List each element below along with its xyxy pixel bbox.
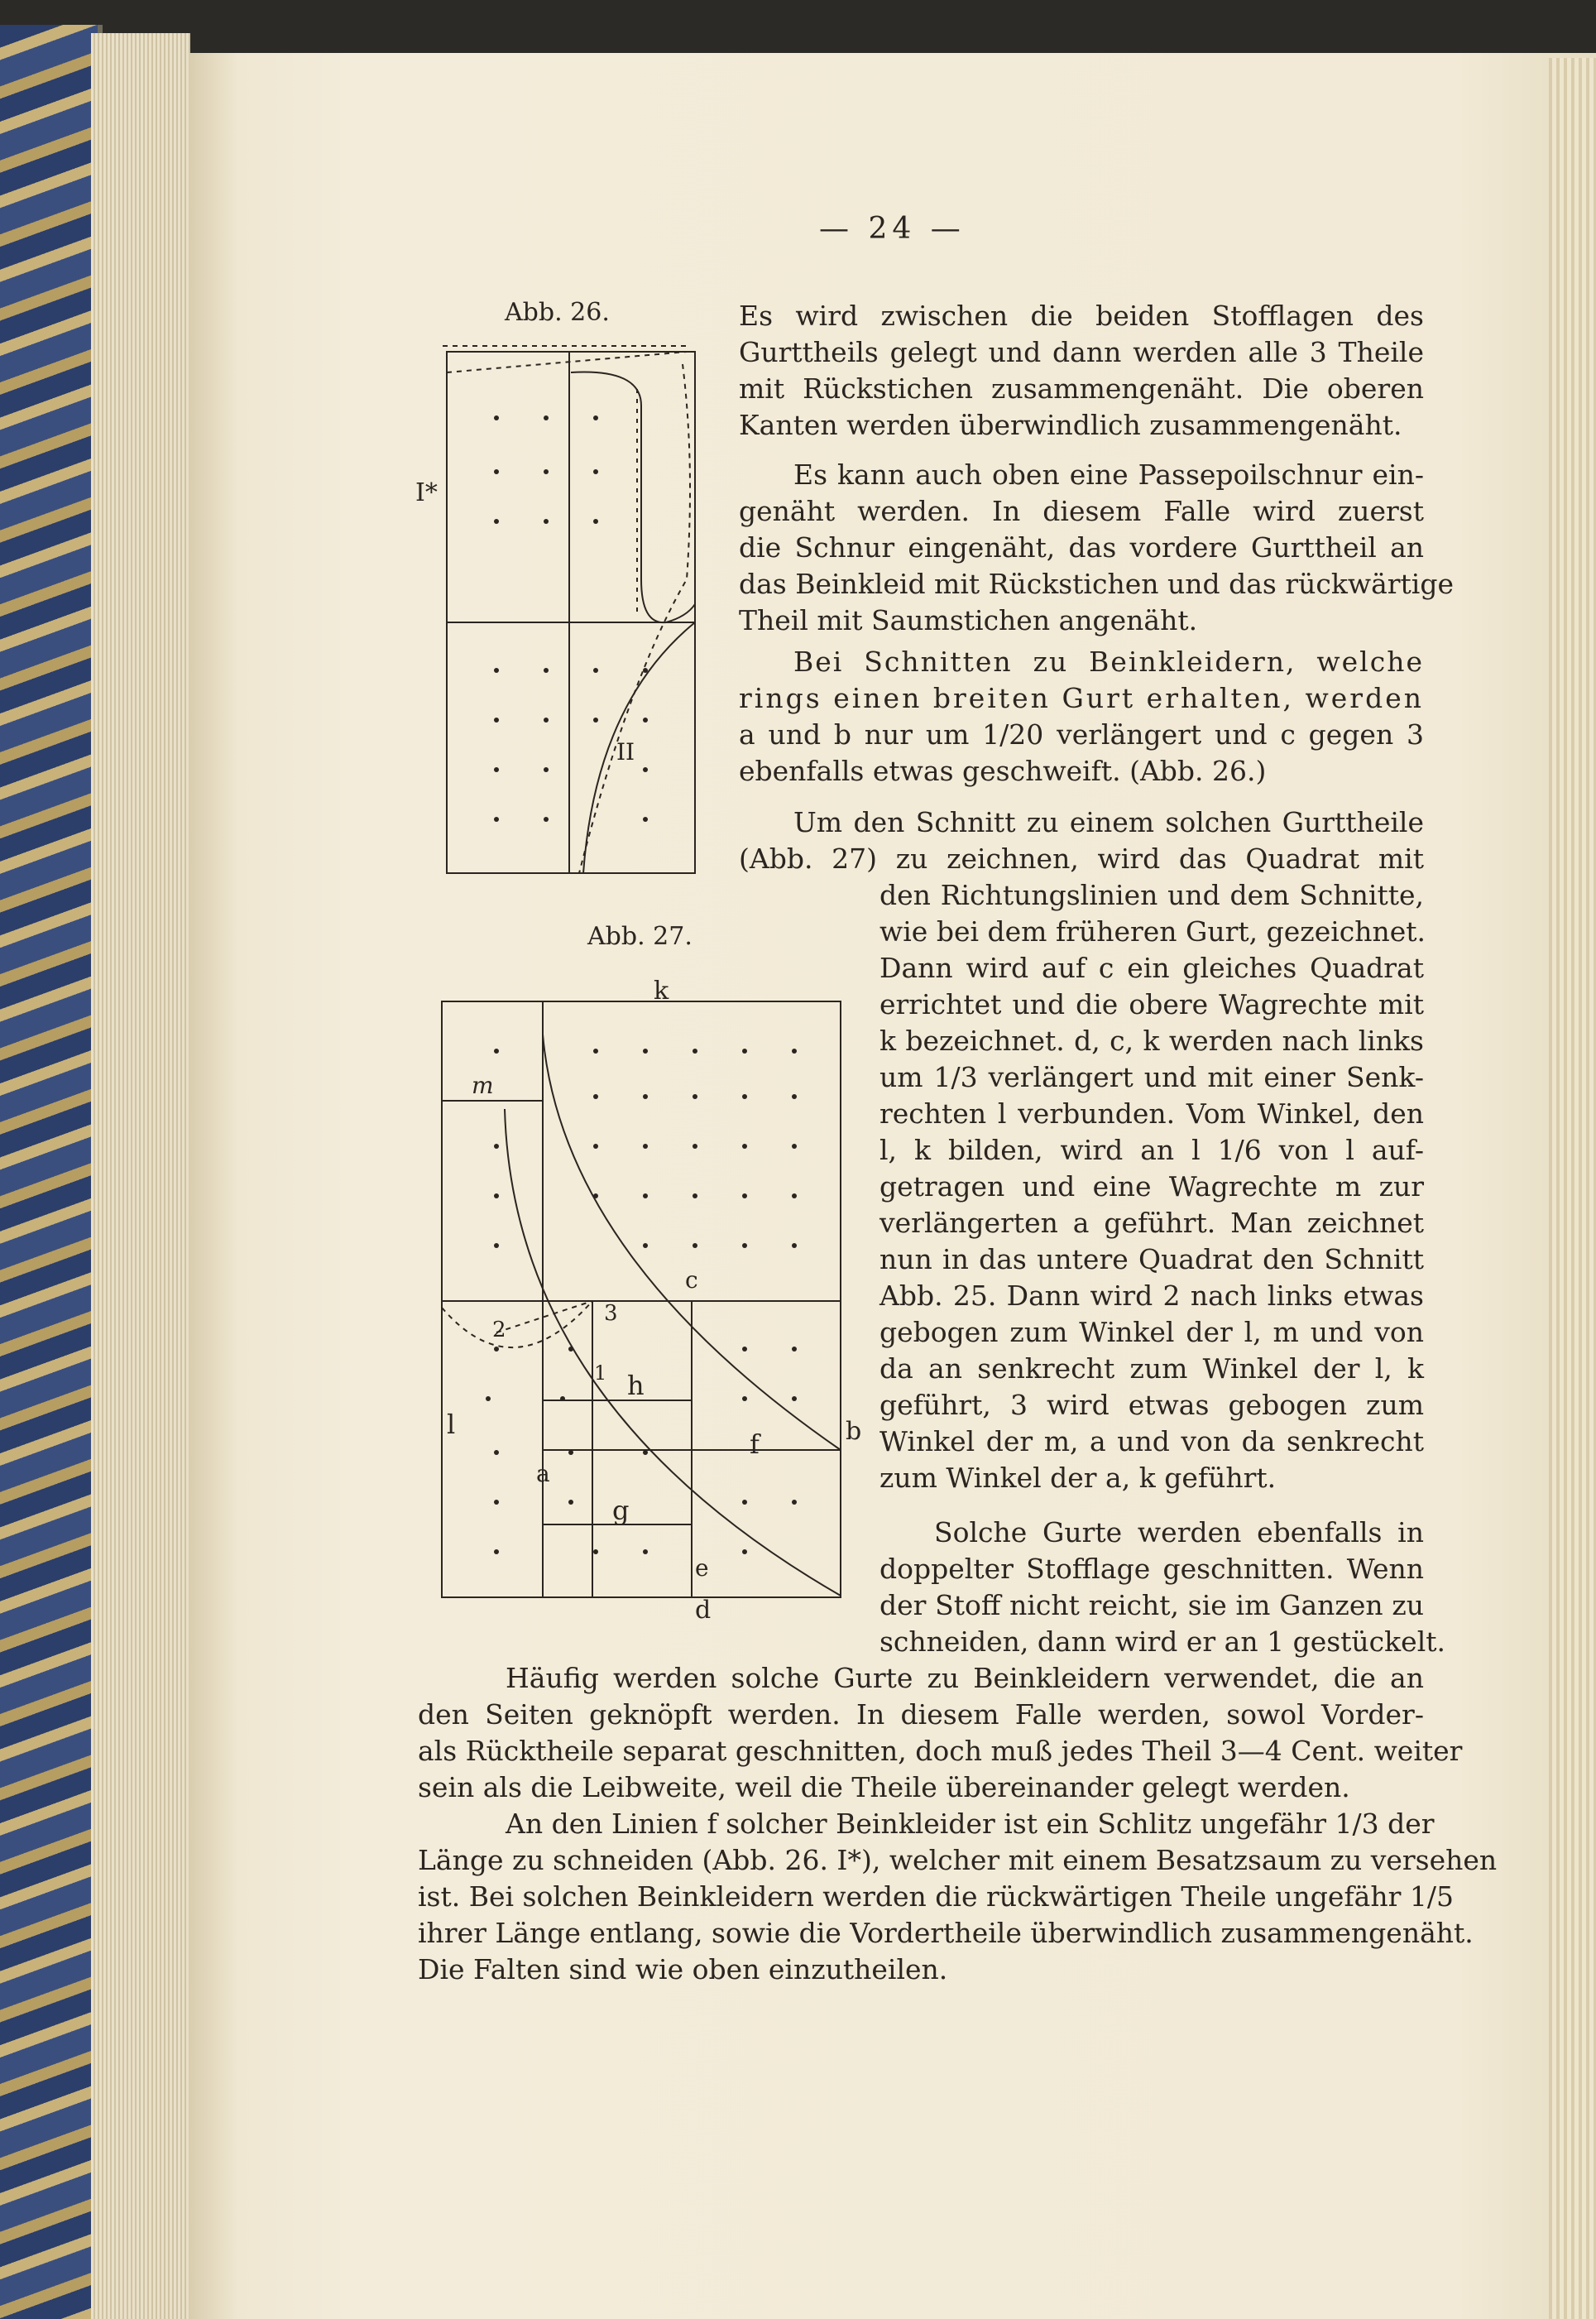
text-line: mit Rückstichen zusammengenäht. Die oberen — [739, 372, 1424, 405]
text-line: Es kann auch oben eine Passepoilschnur ein- — [793, 459, 1424, 491]
text-line: ihrer Länge entlang, sowie die Vordertheile überwindlich zusammengenäht. — [418, 1917, 1474, 1949]
text-line: nun in das untere Quadrat den Schnitt — [879, 1243, 1424, 1275]
text-line: ist. Bei solchen Beinkleidern werden die rückwärtigen Theile ungefähr 1/5 — [418, 1880, 1454, 1913]
fig27-label-h: h — [627, 1370, 645, 1401]
text-line: ebenfalls etwas geschweift. (Abb. 26.) — [739, 755, 1267, 787]
text-line: wie bei dem früheren Gurt, gezeichnet. — [879, 915, 1426, 948]
text-line: als Rücktheile separat geschnitten, doch muß jedes Theil 3—4 Cent. weiter — [418, 1735, 1463, 1767]
text-line: Theil mit Saumstichen angenäht. — [739, 604, 1198, 636]
text-line: das Beinkleid mit Rückstichen und das rückwärtige — [739, 568, 1455, 600]
fig27-label-k: k — [654, 977, 669, 1006]
text-line: getragen und eine Wagrechte m zur — [879, 1170, 1424, 1203]
page-number: — 24 — — [819, 212, 966, 246]
fig27-dashed-1 — [442, 1301, 592, 1347]
text-line: den Richtungslinien und dem Schnitte, — [879, 879, 1424, 911]
text-line: genäht werden. In diesem Falle wird zuerst — [739, 495, 1424, 527]
fig27-label-e: e — [695, 1554, 709, 1582]
text-line: Abb. 25. Dann wird 2 nach links etwas — [879, 1280, 1424, 1312]
figure-26-caption: Abb. 26. — [505, 298, 610, 327]
text-line: Häufig werden solche Gurte zu Beinkleidern verwendet, die an — [506, 1662, 1424, 1694]
text-line: Bei Schnitten zu Beinkleidern, welche — [793, 646, 1424, 678]
text-line: Winkel der m, a und von da senkrecht — [879, 1425, 1424, 1457]
text-line: (Abb. 27) zu zeichnen, wird das Quadrat mit — [739, 843, 1424, 875]
text-line: Es wird zwischen die beiden Stofflagen des — [739, 300, 1424, 332]
text-line: Um den Schnitt zu einem solchen Gurttheile — [793, 806, 1424, 838]
fig27-outer-rect — [442, 1001, 841, 1597]
fig27-label-a: a — [536, 1460, 550, 1487]
text-line: sein als die Leibweite, weil die Theile übereinander gelegt werden. — [418, 1771, 1350, 1803]
fig27-label-l: l — [447, 1409, 456, 1440]
text-line: da an senkrecht zum Winkel der l, k — [879, 1352, 1424, 1385]
text-line: Kanten werden überwindlich zusammengenäht. — [739, 409, 1402, 441]
fig26-label-i-star: I* — [415, 478, 438, 507]
text-line: die Schnur eingenäht, das vordere Gurttheil an — [739, 531, 1424, 564]
text-line: a und b nur um 1/20 verlängert und c gegen 3 — [739, 718, 1424, 751]
fig27-label-2: 2 — [492, 1318, 506, 1342]
text-line: Die Falten sind wie oben einzutheilen. — [418, 1953, 948, 1985]
fig27-label-3: 3 — [604, 1301, 618, 1326]
fig27-label-g: g — [612, 1495, 630, 1526]
text-line: geführt, 3 wird etwas gebogen zum — [879, 1389, 1424, 1421]
fig27-dashed-2 — [496, 1301, 592, 1332]
fig27-label-d: d — [695, 1596, 712, 1625]
text-line: k bezeichnet. d, c, k werden nach links — [879, 1025, 1424, 1057]
fig27-label-c: c — [685, 1266, 698, 1294]
text-line: Länge zu schneiden (Abb. 26. I*), welcher mit einem Besatzsaum zu versehen — [418, 1844, 1498, 1876]
fig27-label-1: 1 — [594, 1361, 607, 1385]
fig26-label-ii: II — [616, 738, 635, 766]
fig27-curve-outer — [505, 1109, 841, 1596]
fig27-label-m: m — [472, 1072, 494, 1099]
text-line: Gurttheils gelegt und dann werden alle 3 Theile — [739, 336, 1424, 368]
text-line: zum Winkel der a, k geführt. — [879, 1462, 1277, 1494]
text-line: Dann wird auf c ein gleiches Quadrat — [879, 952, 1424, 984]
text-line: doppelter Stofflage geschnitten. Wenn — [879, 1553, 1424, 1585]
text-line: der Stoff nicht reicht, sie im Ganzen zu — [879, 1589, 1424, 1621]
text-line: errichtet und die obere Wagrechte mit — [879, 988, 1424, 1020]
fig27-label-b: b — [846, 1417, 862, 1446]
text-line: den Seiten geknöpft werden. In diesem Falle werden, sowol Vorder- — [418, 1698, 1424, 1731]
text-line: l, k bilden, wird an l 1/6 von l auf- — [879, 1134, 1424, 1166]
text-line: rechten l verbunden. Vom Winkel, den — [879, 1097, 1424, 1130]
text-line: gebogen zum Winkel der l, m und von — [879, 1316, 1424, 1348]
text-line: um 1/3 verlängert und mit einer Senk- — [879, 1061, 1424, 1093]
figure-27-caption: Abb. 27. — [587, 922, 693, 951]
text-line: An den Linien f solcher Beinkleider ist ein Schlitz ungefähr 1/3 der — [506, 1808, 1435, 1840]
text-line: Solche Gurte werden ebenfalls in — [934, 1516, 1424, 1548]
fig27-label-f: f — [750, 1428, 760, 1460]
text-line: rings einen breiten Gurt erhalten, werden — [739, 682, 1424, 714]
text-line: verlängerten a geführt. Man zeichnet — [879, 1207, 1424, 1239]
text-line: schneiden, dann wird er an 1 gestückelt. — [879, 1625, 1445, 1658]
